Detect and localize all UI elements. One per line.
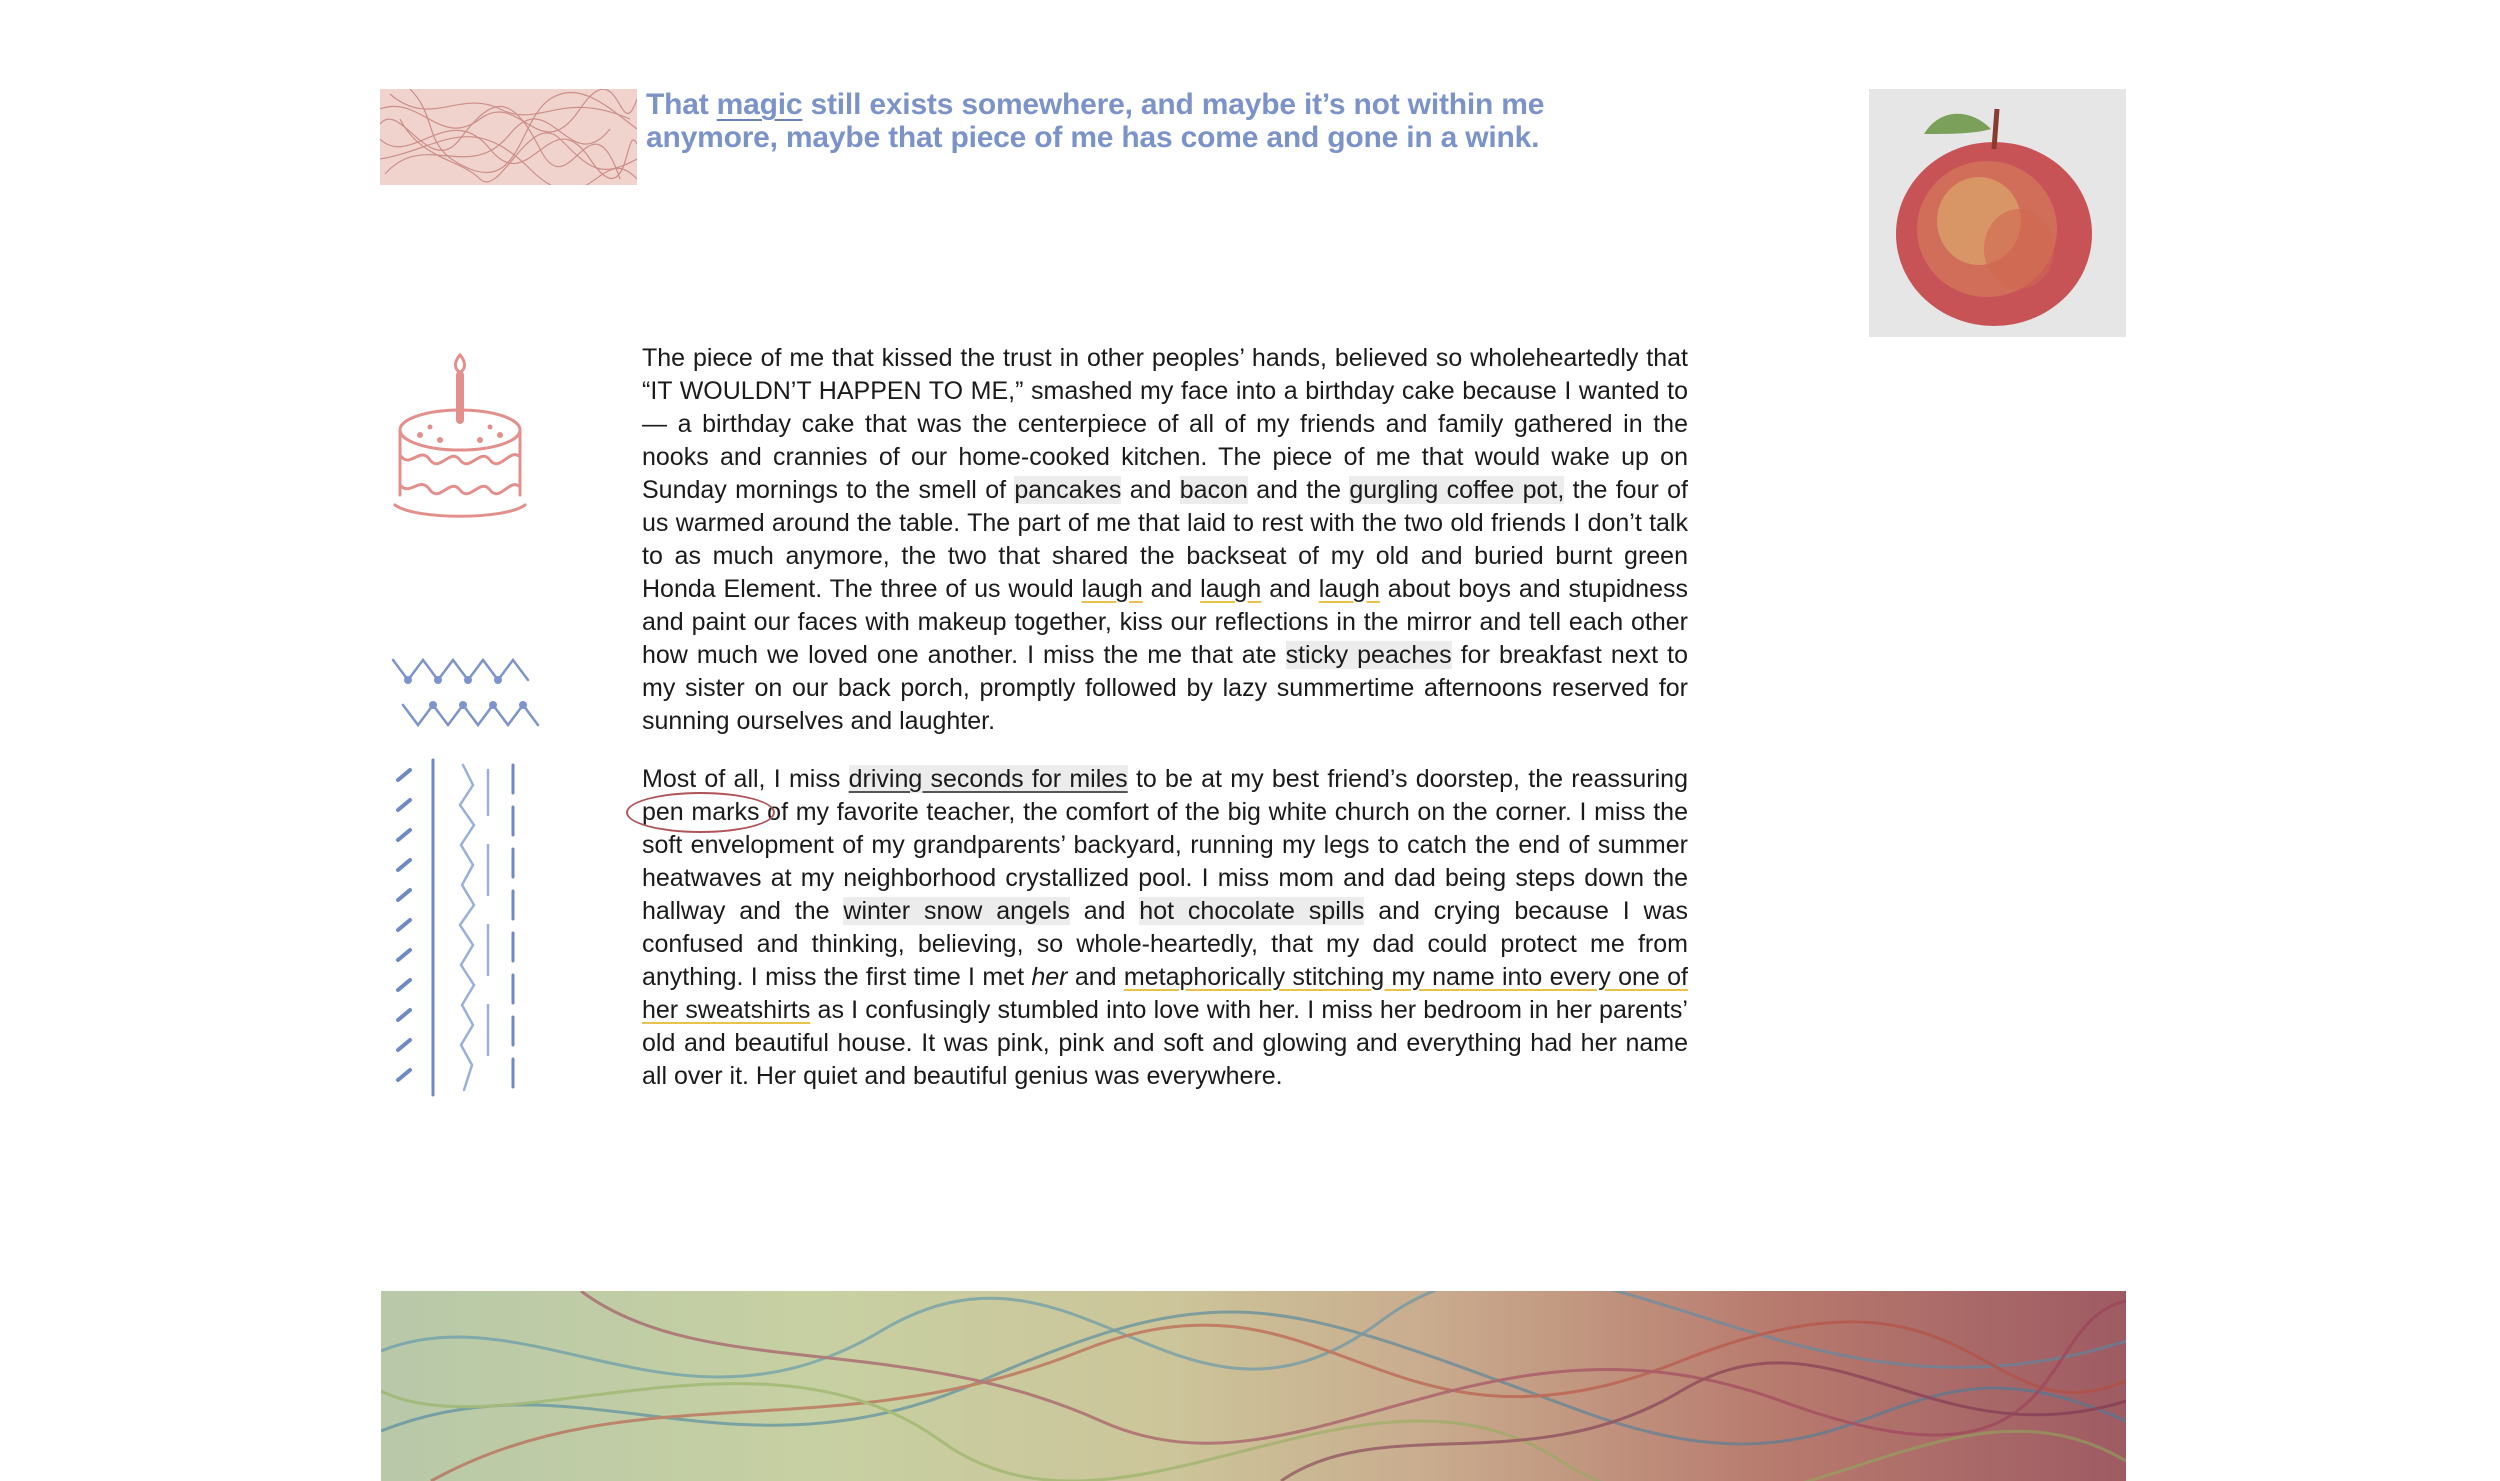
crayon-texture-banner [381, 1291, 2126, 1481]
tick-marks-doodle [388, 755, 538, 1105]
underline-laugh-1: laugh [1081, 575, 1143, 603]
peach-drawing-image [1869, 89, 2126, 337]
highlight-pancakes: pancakes [1014, 476, 1122, 504]
pull-quote: That magic still exists somewhere, and maybe it’s not within me anymore, maybe that piece of me has come and gone in a wink. [646, 88, 1545, 154]
body-paragraph-1: The piece of me that kissed the trust in other peoples’ hands, believed so wholeheartedly that “IT WOULDN’T HAPPEN TO ME,” smashed my face into a birthday cake because I wanted to — a birthday cake that was the centerpiece of all of my friends and family gathered in the nooks and crannies of our home-cooked kitchen. The piece of me that would wake up on Sunday mornings to the smell of pancakes and bacon and the gurgling coffee pot, the four of us warmed around the table. The part of me that laid to rest with the two old friends I don’t talk to as much anymore, the two that shared the backseat of my old and buried burnt green Honda Element. The three of us would laugh and laugh and laugh about boys and stupidness and paint our faces with makeup together, kiss our reflections in the mirror and tell each other how much we loved one another. I miss the me that ate sticky peaches for breakfast next to my sister on our back porch, promptly followed by lazy summertime afternoons reserved for sunning ourselves and laughter. [642, 344, 1688, 735]
underline-laugh-3: laugh [1318, 575, 1380, 603]
body-paragraph-2: Most of all, I miss driving seconds for miles to be at my best friend’s doorstep, the reassuring pen marks of my favorite teacher, the comfort of the big white church on the corner. I miss the soft envelopment of my grandparents’ backyard, running my legs to catch the end of summer heatwaves at my neighborhood crystallized pool. I miss mom and dad being steps down the hallway and the winter snow angels and hot chocolate spills and crying because I was confused and thinking, believing, so whole-heartedly, that my dad could protect me from anything. I miss the first time I met her and metaphorically stitching my name into every one of her sweatshirts as I confusingly stumbled into love with her. I miss her bedroom in her parents’ old and beautiful house. It was pink, pink and soft and glowing and everything had her name all over it. Her quiet and beautiful genius was everywhere. [642, 765, 1688, 1090]
circled-pen-marks: pen marks [642, 798, 760, 826]
underline-laugh-2: laugh [1200, 575, 1262, 603]
highlight-snow-angels: winter snow angels [843, 897, 1070, 925]
highlight-sticky-peaches: sticky peaches [1285, 641, 1452, 669]
zigzag-doodle [388, 650, 548, 740]
highlight-hot-chocolate: hot chocolate spills [1139, 897, 1365, 925]
italic-her: her [1031, 963, 1068, 991]
quote-magic-word: magic [716, 88, 803, 121]
birthday-cake-drawing [385, 345, 545, 535]
underline-stitching: metaphorically stitching my name into every one of her sweatshirts [642, 963, 1688, 1024]
highlight-bacon: bacon [1179, 476, 1248, 504]
highlight-coffee-pot: gurgling coffee pot, [1349, 476, 1565, 504]
underline-driving-seconds: driving seconds for miles [848, 765, 1128, 793]
scribble-texture-image [380, 89, 637, 185]
